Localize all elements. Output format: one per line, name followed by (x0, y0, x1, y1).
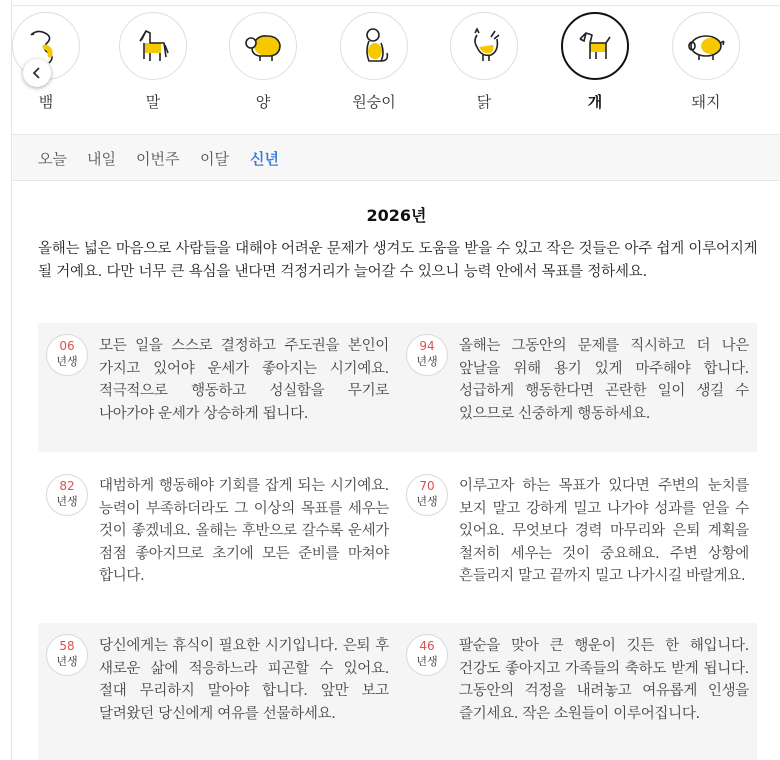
birth-year: 58 (59, 639, 75, 653)
sheep-icon (240, 23, 286, 69)
fortune-panel (11, 0, 780, 760)
pig-icon (683, 23, 729, 69)
birth-year: 94 (419, 339, 435, 353)
fortune-card (398, 623, 758, 760)
birth-year-badge (46, 474, 88, 516)
zodiac-label: 뱀 (38, 93, 54, 111)
prev-zodiac-button[interactable] (23, 59, 51, 87)
fortune-text: 당신에게는 휴식이 필요한 시기입니다. 은퇴 후 새로운 삶에 적응하느라 피곤할 수 있어요. 절대 무리하지 말아야 합니다. 앞만 보고 달려왔던 당신에게 여유를 선물하세요. (99, 638, 389, 722)
zodiac-circle[interactable] (229, 12, 297, 80)
tab-today[interactable]: 오늘 (38, 150, 67, 168)
fortune-text: 모든 일을 스스로 결정하고 주도권을 본인이 가지고 있어야 운세가 좋아지는 시기예요. 적극적으로 행동하고 성실함을 무기로 나아가야 운세가 상승하게 됩니다. (99, 338, 389, 422)
year-title: 2026년 (366, 206, 427, 225)
zodiac-label: 돼지 (691, 93, 721, 111)
fortune-text: 올해는 그동안의 문제를 직시하고 더 나은 앞날을 위해 용기 있게 마주해야 합니다. 성급하게 행동한다면 곤란한 일이 생길 수 있으므로 신중하게 행동하세요. (459, 338, 749, 422)
fortune-row (38, 623, 757, 760)
tab-new-year[interactable]: 신년 (250, 150, 279, 168)
period-tabs (12, 134, 780, 181)
zodiac-item-pig[interactable] (666, 12, 746, 112)
fortune-row (38, 463, 757, 618)
fortune-card (38, 623, 398, 760)
fortune-card (398, 463, 758, 618)
tab-this-week[interactable]: 이번주 (136, 150, 180, 168)
zodiac-circle[interactable] (119, 12, 187, 80)
birth-year: 06 (59, 339, 75, 353)
fortune-text: 팔순을 맞아 큰 행운이 깃든 한 해입니다. 건강도 좋아지고 가족들의 축하도 받게 됩니다. 그동안의 걱정을 내려놓고 여유롭게 인생을 즐기세요. 작은 소원들이 이루어집니다. (459, 638, 749, 722)
birth-year-badge (406, 634, 448, 676)
zodiac-item-sheep[interactable] (223, 12, 303, 112)
zodiac-label: 닭 (476, 93, 492, 111)
birth-year-suffix: 년생 (416, 655, 438, 668)
monkey-icon (351, 23, 397, 69)
fortune-text: 대범하게 행동해야 기회를 잡게 되는 시기예요. 능력이 부족하더라도 그 이상의 목표를 세우는 것이 좋겠네요. 올해는 후반으로 갈수록 운세가 점점 좋아지므로 초기에 모든 준비를 마쳐야 합니다. (99, 478, 389, 584)
dog-icon (572, 23, 618, 69)
zodiac-item-dog[interactable] (555, 12, 635, 112)
birth-year-badge (406, 474, 448, 516)
birth-year: 70 (419, 479, 435, 493)
zodiac-label: 말 (145, 93, 161, 111)
zodiac-label: 양 (255, 93, 271, 111)
zodiac-item-rooster[interactable] (444, 12, 524, 112)
horse-icon (130, 23, 176, 69)
tab-this-month[interactable]: 이달 (200, 150, 229, 168)
fortune-row (38, 323, 757, 452)
rooster-icon (461, 23, 507, 69)
zodiac-item-monkey[interactable] (334, 12, 414, 112)
zodiac-circle[interactable] (561, 12, 629, 80)
zodiac-label: 개 (587, 93, 603, 111)
chevron-left-icon (31, 67, 43, 79)
fortune-card (398, 323, 758, 452)
birth-year-badge (46, 634, 88, 676)
zodiac-circle[interactable] (672, 12, 740, 80)
year-summary: 올해는 넓은 마음으로 사람들을 대해야 어려운 문제가 생겨도 도움을 받을 수 있고 작은 것들은 아주 쉽게 이루어지게 될 거예요. 다만 너무 큰 욕심을 낸다면 걱정거리가 늘어갈 수 있으니 능력 안에서 목표를 정하세요. (38, 241, 758, 280)
birth-year-suffix: 년생 (416, 495, 438, 508)
birth-year: 82 (59, 479, 75, 493)
zodiac-circle[interactable] (340, 12, 408, 80)
tab-tomorrow[interactable]: 내일 (87, 150, 116, 168)
zodiac-item-horse[interactable] (113, 12, 193, 112)
fortune-card (38, 463, 398, 618)
birth-year-suffix: 년생 (56, 495, 78, 508)
birth-year-suffix: 년생 (56, 655, 78, 668)
birth-year-badge (46, 334, 88, 376)
zodiac-label: 원숭이 (352, 93, 396, 111)
zodiac-selector (12, 6, 780, 134)
fortune-card (38, 323, 398, 452)
birth-year: 46 (419, 639, 435, 653)
zodiac-circle[interactable] (450, 12, 518, 80)
fortune-text: 이루고자 하는 목표가 있다면 주변의 눈치를 보지 말고 강하게 밀고 나가야 성과를 얻을 수 있어요. 무엇보다 경력 마무리와 은퇴 계획을 철저히 세우는 것이 중요해요. 주변 상황에 흔들리지 말고 끝까지 밀고 나가시길 바랄게요. (459, 478, 749, 584)
birth-year-suffix: 년생 (416, 355, 438, 368)
birth-year-suffix: 년생 (56, 355, 78, 368)
birth-year-badge (406, 334, 448, 376)
